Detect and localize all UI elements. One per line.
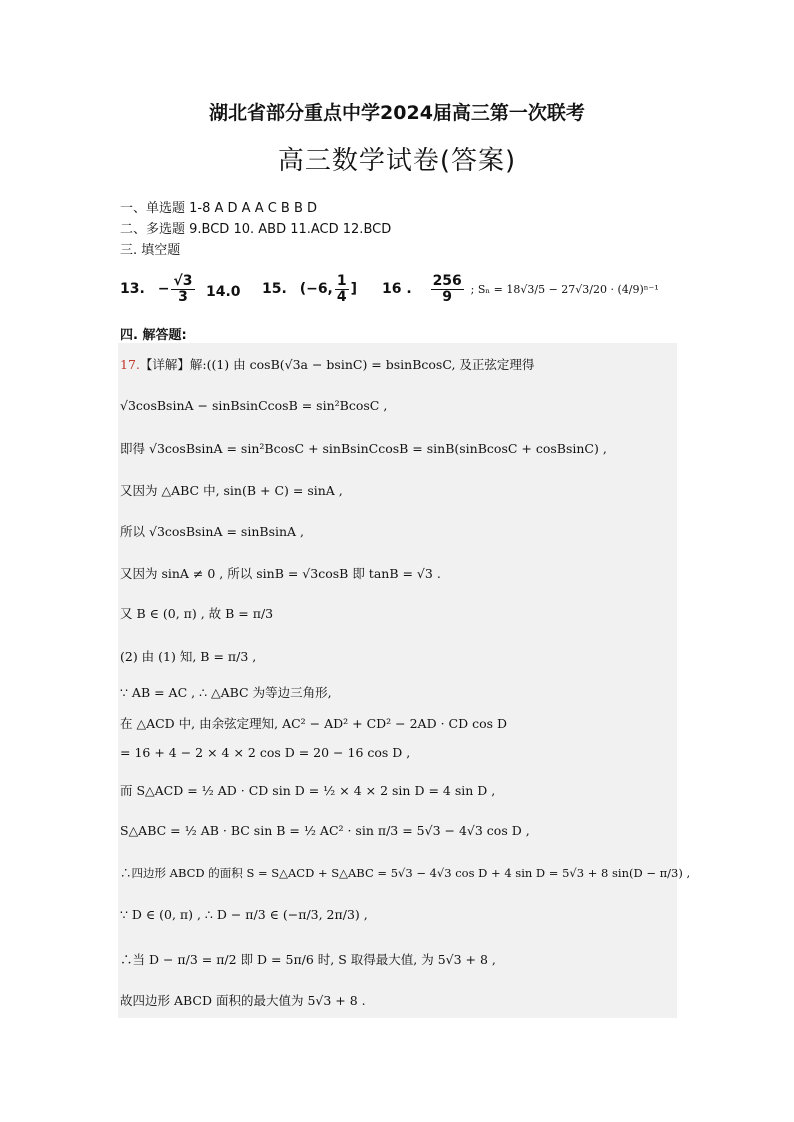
solution-heading: 四. 解答题: bbox=[120, 328, 187, 343]
solution-line: ∴四边形 ABCD 的面积 S = S△ACD + S△ABC = 5√3 − 4√3 cos D + 4 sin D = 5√3 + 8 sin(D − π/3) , bbox=[120, 866, 691, 880]
fill-in-heading: 三. 填空题 bbox=[120, 243, 181, 258]
solution-line: ∵ AB = AC , ∴ △ABC 为等边三角形, bbox=[120, 685, 332, 700]
page-subtitle: 高三数学试卷(答案) bbox=[277, 146, 517, 176]
solution-line: ∴当 D − π/3 = π/2 即 D = 5π/6 时, S 取得最大值, 为 5√3 + 8 , bbox=[120, 952, 496, 967]
solution-line: 又 B ∈ (0, π) , 故 B = π/3 bbox=[120, 606, 274, 621]
solution-line: (2) 由 (1) 知, B = π/3 , bbox=[120, 649, 257, 664]
answer-15: 15. (−6, $\frac{1}{4}$ ] bbox=[262, 273, 358, 305]
multi-choice-answers: 二、多选题 9.BCD 10. ABD 11.ACD 12.BCD bbox=[120, 222, 392, 237]
page-title: 湖北省部分重点中学2024届高三第一次联考 bbox=[209, 102, 585, 124]
answer-16: 16 . $\frac{256}{9}$ ; Sₙ = 18√3/5 − 27√3/20 · (4/9)ⁿ⁻¹ bbox=[382, 273, 659, 305]
solution-number: 17. bbox=[120, 357, 140, 372]
solution-line: 又因为 △ABC 中, sin(B + C) = sinA , bbox=[120, 483, 343, 498]
solution-line: 即得 √3cosBsinA = sin²BcosC + sinBsinCcosB = sinB(sinBcosC + cosBsinC) , bbox=[120, 441, 607, 456]
solution-line: 17.【详解】解:((1) 由 cosB(√3a − bsinC) = bsinBcosC, 及正弦定理得 bbox=[120, 357, 535, 372]
solution-line: 又因为 sinA ≠ 0 , 所以 sinB = √3cosB 即 tanB = √3 . bbox=[120, 566, 441, 581]
solution-line: S△ABC = ½ AB · BC sin B = ½ AC² · sin π/3 = 5√3 − 4√3 cos D , bbox=[120, 823, 530, 838]
solution-line: = 16 + 4 − 2 × 4 × 2 cos D = 20 − 16 cos D , bbox=[120, 745, 411, 760]
solution-line: √3cosBsinA − sinBsinCcosB = sin²BcosC , bbox=[120, 398, 388, 413]
solution-line: 故四边形 ABCD 面积的最大值为 5√3 + 8 . bbox=[120, 993, 366, 1008]
solution-line: 而 S△ACD = ½ AD · CD sin D = ½ × 4 × 2 sin D = 4 sin D , bbox=[120, 783, 496, 798]
solution-line: ∵ D ∈ (0, π) , ∴ D − π/3 ∈ (−π/3, 2π/3) , bbox=[120, 907, 368, 922]
single-choice-answers: 一、单选题 1-8 A D A A C B B D bbox=[120, 201, 318, 216]
solution-line: 在 △ACD 中, 由余弦定理知, AC² − AD² + CD² − 2AD · CD cos D bbox=[120, 716, 508, 731]
answer-13: 13. − $\frac{√3}{3}$ bbox=[120, 273, 193, 305]
answer-14: 14.0 bbox=[206, 284, 241, 300]
solution-line: 所以 √3cosBsinA = sinBsinA , bbox=[120, 524, 305, 539]
